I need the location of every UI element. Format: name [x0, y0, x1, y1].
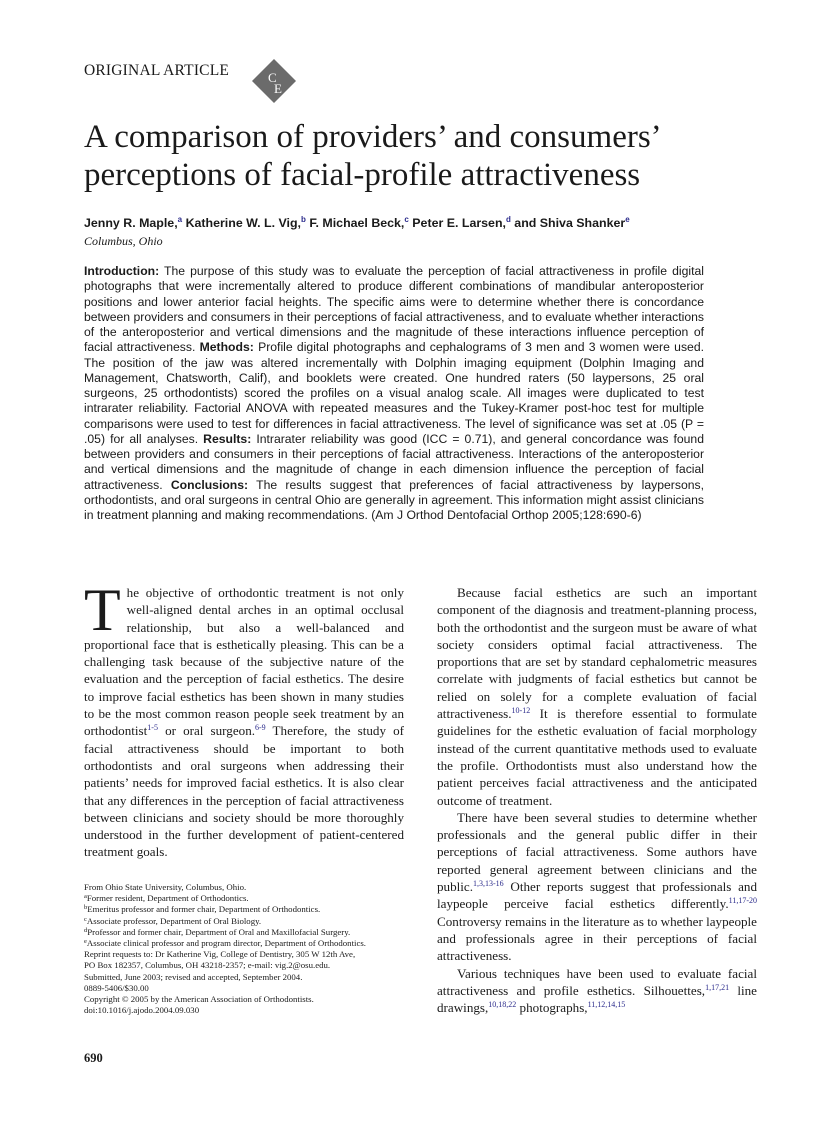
body-column-right	[437, 584, 757, 1016]
footnote-text: Emeritus professor and former chair, Department of Orthodontics.	[87, 904, 321, 915]
body-text: There have been several studies to determine whether professionals and the general public differ in their perceptions of facial attractiveness. Some authors have reported general agreement between clinicians and the public.	[437, 809, 757, 895]
footnote-text: 0889-5406/$30.00	[84, 982, 149, 993]
paragraph	[437, 584, 757, 809]
abstract-heading: Introduction:	[84, 264, 160, 278]
abstract-heading: Results:	[203, 431, 252, 446]
affiliation: Columbus, Ohio	[84, 234, 163, 248]
citation: 10-12	[511, 706, 531, 716]
footnote	[84, 960, 414, 971]
abstract-heading: Methods:	[199, 340, 254, 355]
author-name: Peter E. Larsen,	[412, 216, 506, 230]
body-text: Various techniques have been used to evaluate facial attractiveness and profile esthetics. Silhouettes,	[437, 965, 757, 998]
body-text: Because facial esthetics are such an important component of the diagnosis and treatment-planning process, both the orthodontist and the surgeon must be aware of what society considers optimal facial attractiveness. The proportions that are set by standard cephalometric measures correlate with judgments of facial esthetics but cannot be relied on solely for a complete evaluation of facial attractiveness.	[437, 585, 757, 722]
footnote	[84, 1005, 414, 1016]
author-name: Shiva Shanker	[539, 216, 626, 230]
footnote	[84, 994, 414, 1005]
abstract-text: The purpose of this study was to evaluate the perception of facial attractiveness in profile digital photographs that were incrementally altered to produce different combinations of mandibular anteroposterior positions and lower anterior facial heights. The specific aims were to determine whether there is concordance between providers and consumers in their perceptions of facial attractiveness, and to evaluate whether interactions of the anteroposterior and vertical dimensions and the magnitude of these interactions influence perception of facial attractiveness.	[84, 264, 704, 355]
author-name: Katherine W. L. Vig,	[185, 216, 301, 230]
footnote-mark: d	[84, 926, 88, 934]
body-text: Other reports suggest that professionals and laypeople perceive facial esthetics differently.	[437, 879, 757, 912]
abstract-text: The results suggest that preferences of facial attractiveness by laypersons, orthodontists, and oral surgeons in central Ohio are generally in agreement. This information might assist clinicians in treatment planning and making recommendations. (Am J Orthod Dentofacial Orthop 2005;128:690-6)	[84, 477, 704, 522]
author-name: Jenny R. Maple,	[84, 216, 178, 230]
footnote-text: Reprint requests to: Dr Katherine Vig, College of Dentistry, 305 W 12th Ave,	[84, 949, 356, 960]
body-text: It is therefore essential to formulate guidelines for the esthetic evaluation of facial morphology instead of the current quantitative methods used to evaluate the profile. Orthodontists must also understand how the patient perceives facial attractiveness and the anticipated outcome of treatment.	[437, 706, 757, 808]
footnote	[84, 893, 414, 904]
body-text: or oral surgeon.	[157, 723, 256, 739]
article-title: A comparison of providers’ and consumers’ perceptions of facial-profile attractiveness	[84, 119, 660, 193]
author-separator: and	[510, 216, 540, 230]
paragraph	[437, 809, 757, 965]
affiliation-mark: d	[505, 215, 511, 224]
citation: 10,18,22	[488, 1000, 517, 1010]
footnote-text: doi:10.1016/j.ajodo.2004.09.030	[84, 1005, 200, 1016]
body-text: Therefore, the study of facial attractiveness should be important to both orthodontists and oral surgeons when addressing their patients’ needs for improved facial esthetics. It is also clear that any differences in the perception of facial attractiveness between clinicians and society should be more thoroughly understood in the further development of patient-centered treatment goals.	[84, 723, 404, 860]
citation: 1-5	[147, 723, 158, 733]
footnote-mark: b	[84, 904, 88, 912]
citation: 1,17,21	[705, 982, 730, 992]
footnote	[84, 983, 414, 994]
footnote	[84, 904, 414, 915]
citation: 11,12,14,15	[587, 1000, 626, 1010]
footnote-text: Associate professor, Department of Oral Biology.	[86, 915, 262, 926]
footnote-mark: e	[84, 938, 87, 946]
abstract-text: Profile digital photographs and cephalograms of 3 men and 3 women were used. The position of the jaw was altered incrementally with Dolphin imaging equipment (Dolphin Imaging and Management, Chatsworth, Calif), and booklets were created. One hundred raters (50 laypersons, 25 oral surgeons, 25 orthodontists) scored the profiles on a visual analog scale. All images were duplicated to test intrarater reliability. Factorial ANOVA with repeated measures and the Tukey-Kramer post-hoc test for multiple comparisons were used to test for differences in facial attractiveness. The level of significance was set at .05 (P = .05) for all analyses.	[84, 340, 704, 446]
affiliation-mark: c	[404, 215, 409, 224]
footnote	[84, 882, 414, 893]
footnote-text: Submitted, June 2003; revised and accepted, September 2004.	[84, 971, 303, 982]
footnote-text: PO Box 182357, Columbus, OH 43218-2357; e-mail: vig.2@osu.edu.	[84, 960, 331, 971]
footnote-text: Professor and former chair, Department of Oral and Maxillofacial Surgery.	[87, 926, 351, 937]
body-text: Controversy remains in the literature as to whether laypeople and professionals agree in their perceptions of facial attractiveness.	[437, 913, 757, 964]
footnote-text: Former resident, Department of Orthodontics.	[86, 893, 249, 904]
footnote-mark: c	[84, 915, 87, 923]
affiliation-mark: b	[301, 215, 306, 224]
paragraph	[84, 577, 404, 860]
ce-badge-letter-c: C	[268, 70, 277, 85]
body-text: photographs,	[516, 1000, 588, 1016]
abstract-text: Intrarater reliability was good (ICC = 0.71), and general concordance was found between providers and consumers in their perceptions of facial attractiveness. Interactions of the anteroposterior and vertical dimensions and the magnitude of change in each dimension influence the perception of facial attractiveness.	[84, 431, 704, 492]
footnote-text: From Ohio State University, Columbus, Ohio.	[84, 882, 247, 892]
footnote	[84, 916, 414, 927]
abstract	[84, 264, 704, 523]
citation: 6-9	[255, 723, 266, 733]
author-list	[84, 216, 630, 230]
body-column-left	[84, 577, 404, 861]
affiliation-mark: e	[625, 215, 630, 224]
page-number: 690	[84, 1051, 103, 1065]
abstract-heading: Conclusions:	[170, 477, 249, 492]
footnote	[84, 972, 414, 983]
section-label: ORIGINAL ARTICLE	[84, 62, 230, 79]
ce-badge-letter-e: E	[274, 81, 282, 96]
footnotes	[84, 882, 414, 1016]
footnote-mark: a	[84, 893, 87, 901]
body-text: line drawings,	[437, 982, 757, 1016]
paragraph	[437, 965, 757, 1017]
footnote-text: Associate clinical professor and program director, Department of Orthodontics.	[86, 938, 366, 949]
ce-badge-icon	[251, 58, 297, 104]
footnote	[84, 927, 414, 938]
author-name: F. Michael Beck,	[309, 216, 405, 230]
citation: 11,17-20	[728, 896, 757, 906]
footnote	[84, 949, 414, 960]
footnote	[84, 938, 414, 949]
citation: 1,3,13-16	[473, 879, 504, 889]
body-text: he objective of orthodontic treatment is not only well-aligned dental arches in an optimal occlusal relationship, but also a well-balanced and proportional face that is esthetically pleasing. This can be a challenging task because of the subjective nature of the evaluation and the perception of facial esthetics. The desire to improve facial esthetics has been shown in many studies to be the most common reason people seek treatment by an orthodontist	[84, 585, 404, 739]
drop-cap: T	[84, 577, 121, 643]
affiliation-mark: a	[177, 215, 183, 224]
footnote-text: Copyright © 2005 by the American Association of Orthodontists.	[84, 994, 314, 1005]
